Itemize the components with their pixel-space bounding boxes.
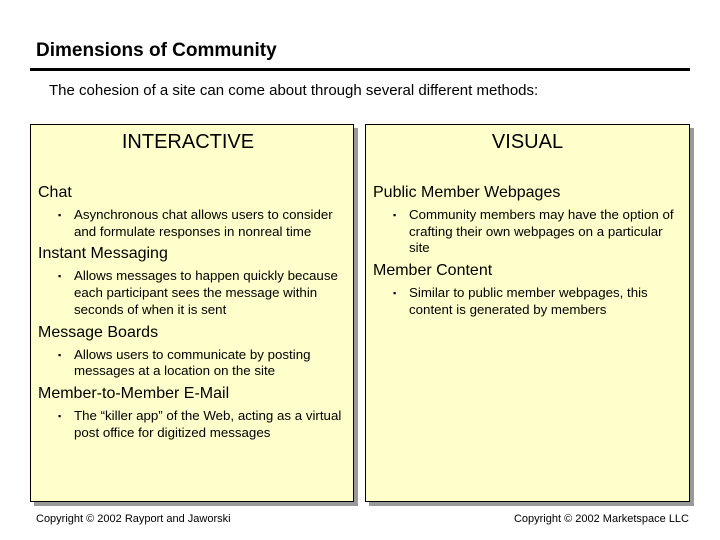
bullet-icon: ▪ [58,410,62,421]
interactive-panel [30,124,354,502]
item-bullet [38,268,347,318]
item-description: Allows users to communicate by posting messages at a location on the site [74,346,311,379]
title-divider [30,68,690,71]
item-description: Asynchronous chat allows users to consider and formulate responses in nonreal time [74,207,333,239]
item-bullet [373,207,683,257]
item-heading-chat: Chat [38,184,72,201]
bullet-icon: ▪ [58,210,62,220]
item-description: The “killer app” of the Web, acting as a virtual post office for digitized messages [74,407,342,440]
list-item [38,183,347,240]
item-heading-message-boards: Message Boards [38,323,159,341]
item-description: Allows messages to happen quickly because each participant sees the message within seconds of when it is sent [74,268,338,317]
list-item [373,183,683,257]
footer-copyright-right: Copyright © 2002 Marketspace LLC [513,513,689,525]
list-item [38,244,347,318]
item-description: Similar to public member webpages, this content is generated by members [409,285,648,317]
item-bullet [38,207,347,240]
visual-panel [365,124,690,502]
list-item [373,261,683,318]
item-bullet [373,285,683,318]
item-heading-public-member-webpages: Public Member Webpages [373,184,561,201]
list-item [38,384,347,441]
visual-items [373,183,683,323]
bullet-icon: ▪ [58,349,62,360]
page-subtitle: The cohesion of a site can come about through several different methods: [49,82,539,99]
footer-copyright-left: Copyright © 2002 Rayport and Jaworski [36,513,231,525]
item-bullet [38,347,347,380]
bullet-icon: ▪ [58,271,62,282]
list-item [38,323,347,380]
item-heading-member-content: Member Content [373,262,493,280]
item-description: Community members may have the option of crafting their own webpages on a particular site [409,207,674,256]
item-heading-instant-messaging: Instant Messaging [38,245,168,263]
item-heading-member-email: Member-to-Member E-Mail [38,384,230,402]
visual-panel-title: VISUAL [491,131,564,153]
bullet-icon: ▪ [393,210,397,220]
item-bullet [38,408,347,441]
interactive-panel-title: INTERACTIVE [121,131,255,153]
interactive-items [38,183,347,445]
page-title: Dimensions of Community [36,40,277,61]
bullet-icon: ▪ [393,288,397,299]
